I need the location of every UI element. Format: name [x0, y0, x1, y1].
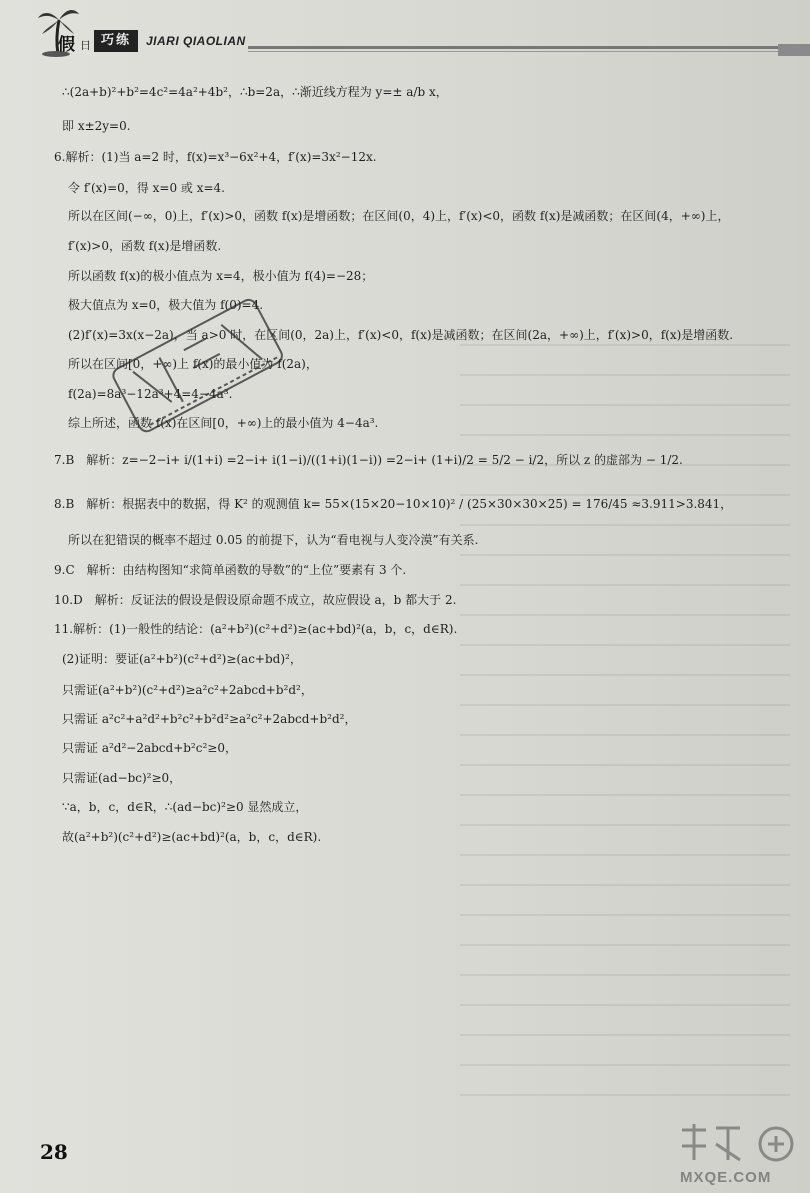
header: [0, 0, 810, 62]
text-line: 故(a²+b²)(c²+d²)≥(ac+bd)²(a，b，c，d∈R).: [62, 830, 322, 844]
text-line: 所以在区间(−∞，0)上，f′(x)>0，函数 f(x)是增函数；在区间(0，4)上，f′(x)<0，函数 f(x)是减函数；在区间(4，+∞)上，: [68, 209, 730, 223]
header-rule: [248, 46, 778, 49]
page-number: 28: [40, 1140, 68, 1164]
text-line: 11.解析：(1)一般性的结论：(a²+b²)(c²+d²)≥(ac+bd)²(a，b，c，d∈R).: [54, 622, 458, 636]
text-line: f(2a)=8a³−12a³+4=4−4a³.: [68, 387, 233, 401]
text-line: 综上所述，函数 f(x)在区间[0，+∞)上的最小值为 4−4a³.: [68, 416, 379, 430]
bleed-through-texture: [460, 320, 790, 1120]
header-english-title: JIARI QIAOLIAN: [146, 34, 246, 48]
svg-text:MXQE.COM: MXQE.COM: [680, 1169, 772, 1186]
text-line: 所以函数 f(x)的极小值点为 x=4，极小值为 f(4)=−28；: [68, 269, 374, 283]
text-line: 6.解析：(1)当 a=2 时，f(x)=x³−6x²+4，f′(x)=3x²−12x.: [54, 150, 377, 164]
text-line: 所以在犯错误的概率不超过 0.05 的前提下，认为“看电视与人变冷漠”有关系.: [68, 533, 479, 547]
text-line: 所以在区间[0，+∞)上 f(x)的最小值为 f(2a)，: [68, 357, 318, 371]
header-qiaolian: 巧练: [94, 30, 138, 52]
text-line: ∵a，b，c，d∈R，∴(ad−bc)²≥0 显然成立，: [62, 800, 308, 814]
text-line: 只需证(a²+b²)(c²+d²)≥a²c²+2abcd+b²d²，: [62, 683, 313, 697]
text-line: 10.D 解析：反证法的假设是假设原命题不成立，故应假设 a，b 都大于 2.: [54, 593, 457, 607]
text-line: (2)证明：要证(a²+b²)(c²+d²)≥(ac+bd)²，: [62, 652, 302, 666]
text-line: (2)f′(x)=3x(x−2a)，当 a>0 时，在区间(0，2a)上，f′(x)<0，f(x)是减函数；在区间(2a，+∞)上，f′(x)>0，f(x)是增函数.: [68, 328, 734, 342]
text-line: 只需证 a²d²−2abcd+b²c²≥0，: [62, 741, 237, 755]
text-line: 9.C 解析：由结构图知“求简单函数的导数”的“上位”要素有 3 个.: [54, 563, 407, 577]
text-line: 即 x±2y=0.: [62, 119, 131, 133]
text-line: 8.B 解析：根据表中的数据，得 K² 的观测值 k= 55×(15×20−10×10)² / (25×30×30×25) = 176/45 ≈3.911>3.841，: [54, 497, 733, 511]
text-line: 令 f′(x)=0，得 x=0 或 x=4.: [68, 181, 225, 195]
header-jia: 假: [58, 35, 75, 55]
header-ri: 日: [80, 39, 91, 52]
text-line: 7.B 解析：z=−2−i+ i/(1+i) =2−i+ i(1−i)/((1+i)(1−i)) =2−i+ (1+i)/2 = 5/2 − i/2，所以 z 的虚部为 − 1/2.: [54, 453, 683, 467]
stamp-watermark-icon: [100, 290, 300, 450]
text-line: f′(x)>0，函数 f(x)是增函数.: [68, 239, 222, 253]
text-line: 只需证(ad−bc)²≥0，: [62, 771, 182, 785]
corner-watermark-icon: [676, 1120, 802, 1188]
header-edge-bar: [778, 44, 810, 56]
text-line: 极大值点为 x=0，极大值为 f(0)=4.: [68, 298, 264, 312]
header-rule-thin: [248, 51, 778, 52]
text-line: 只需证 a²c²+a²d²+b²c²+b²d²≥a²c²+2abcd+b²d²，: [62, 712, 357, 726]
text-line: ∴(2a+b)²+b²=4c²=4a²+4b²，∴b=2a，∴渐近线方程为 y=± a/b x，: [62, 85, 448, 99]
